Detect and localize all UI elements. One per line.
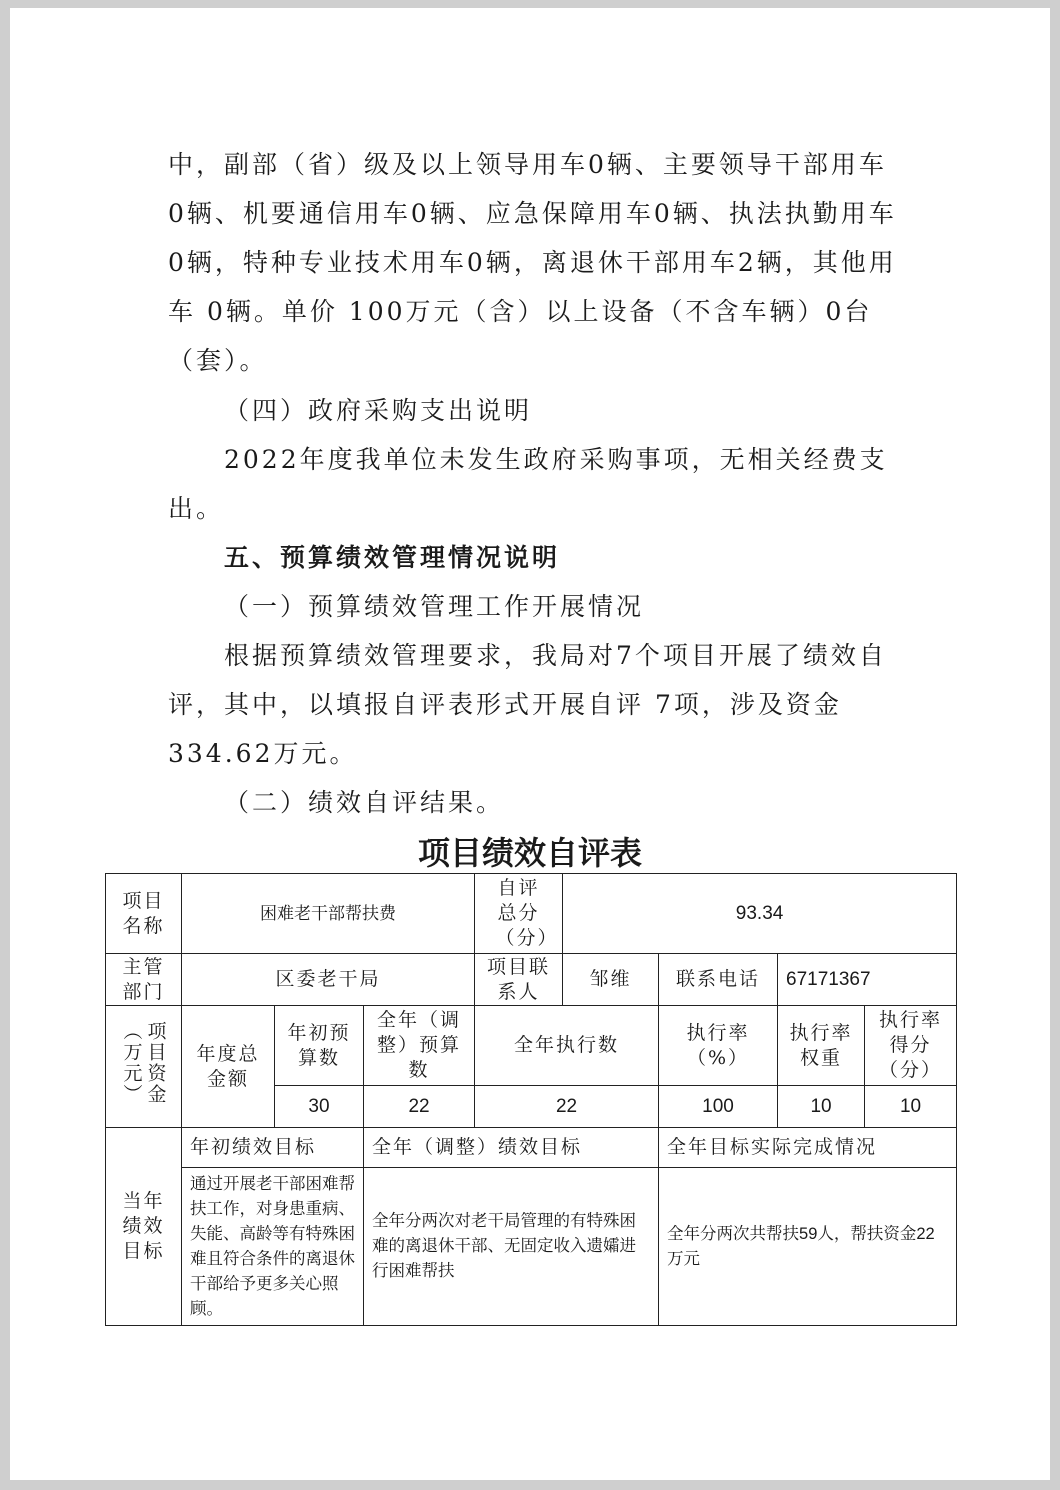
table-row bbox=[106, 1006, 957, 1086]
rate-value: 100 bbox=[659, 1086, 778, 1128]
project-name-value: 困难老干部帮扶费 bbox=[182, 874, 475, 954]
heading-section-5: 五、预算绩效管理情况说明 bbox=[224, 543, 561, 572]
actual-goal-header: 全年目标实际完成情况 bbox=[659, 1128, 957, 1168]
table-row bbox=[106, 874, 957, 954]
initial-goal-header: 年初绩效目标 bbox=[182, 1128, 364, 1168]
weight-value: 10 bbox=[778, 1086, 865, 1128]
project-name-label: 项目名称 bbox=[106, 874, 182, 954]
contact-value: 邹维 bbox=[563, 954, 659, 1006]
phone-label: 联系电话 bbox=[659, 954, 778, 1006]
total-amount-label: 年度总金额 bbox=[182, 1006, 275, 1128]
adjusted-budget-value: 22 bbox=[364, 1086, 475, 1128]
score-value: 93.34 bbox=[563, 874, 957, 954]
table-title: 项目绩效自评表 bbox=[417, 834, 642, 872]
rate-header: 执行率（%） bbox=[659, 1006, 778, 1086]
actual-goal-text: 全年分两次共帮扶59人，帮扶资金22万元 bbox=[659, 1168, 957, 1326]
table-row bbox=[106, 1128, 957, 1168]
initial-budget-header: 年初预算数 bbox=[275, 1006, 364, 1086]
adjusted-budget-header: 全年（调整）预算数 bbox=[364, 1006, 475, 1086]
weight-header: 执行率权重 bbox=[778, 1006, 865, 1086]
phone-value: 67171367 bbox=[778, 954, 957, 1006]
table-row bbox=[106, 1168, 957, 1326]
funds-label: 项目资金（万元） bbox=[106, 1006, 182, 1128]
executed-header: 全年执行数 bbox=[475, 1006, 659, 1086]
heading-procurement: （四）政府采购支出说明 bbox=[224, 396, 533, 425]
self-evaluation-table bbox=[105, 873, 957, 1326]
dept-label: 主管部门 bbox=[106, 954, 182, 1006]
paragraph-procurement: 2022年度我单位未发生政府采购事项，无相关经费支出。 bbox=[168, 445, 888, 523]
heading-self-eval-results: （二）绩效自评结果。 bbox=[224, 788, 505, 817]
table-row bbox=[106, 954, 957, 1006]
score-label: 自评总分（分） bbox=[475, 874, 563, 954]
rate-score-header: 执行率得分（分） bbox=[865, 1006, 957, 1086]
paragraph-vehicles: 中，副部（省）级及以上领导用车0辆、主要领导干部用车0辆、机要通信用车0辆、应急保障用车0辆、执法执勤用车0辆，特种专业技术用车0辆，离退休干部用车2辆，其他用车 0辆。单价 100万元（含）以上设备（不含车辆）0台（套）。 bbox=[168, 150, 897, 375]
adjusted-goal-text: 全年分两次对老干局管理的有特殊困难的离退休干部、无固定收入遗孀进行困难帮扶 bbox=[364, 1168, 659, 1326]
dept-value: 区委老干局 bbox=[182, 954, 475, 1006]
adjusted-goal-header: 全年（调整）绩效目标 bbox=[364, 1128, 659, 1168]
executed-value: 22 bbox=[475, 1086, 659, 1128]
heading-performance-work: （一）预算绩效管理工作开展情况 bbox=[224, 592, 645, 621]
paragraph-performance-work: 根据预算绩效管理要求，我局对7个项目开展了绩效自评，其中，以填报自评表形式开展自评 7项，涉及资金334.62万元。 bbox=[168, 641, 887, 768]
rate-score-value: 10 bbox=[865, 1086, 957, 1128]
contact-label: 项目联系人 bbox=[475, 954, 563, 1006]
initial-budget-value: 30 bbox=[275, 1086, 364, 1128]
goals-label: 当年绩效目标 bbox=[106, 1128, 182, 1326]
initial-goal-text: 通过开展老干部困难帮扶工作，对身患重病、失能、高龄等有特殊困难且符合条件的离退休干部给予更多关心照顾。 bbox=[182, 1168, 364, 1326]
